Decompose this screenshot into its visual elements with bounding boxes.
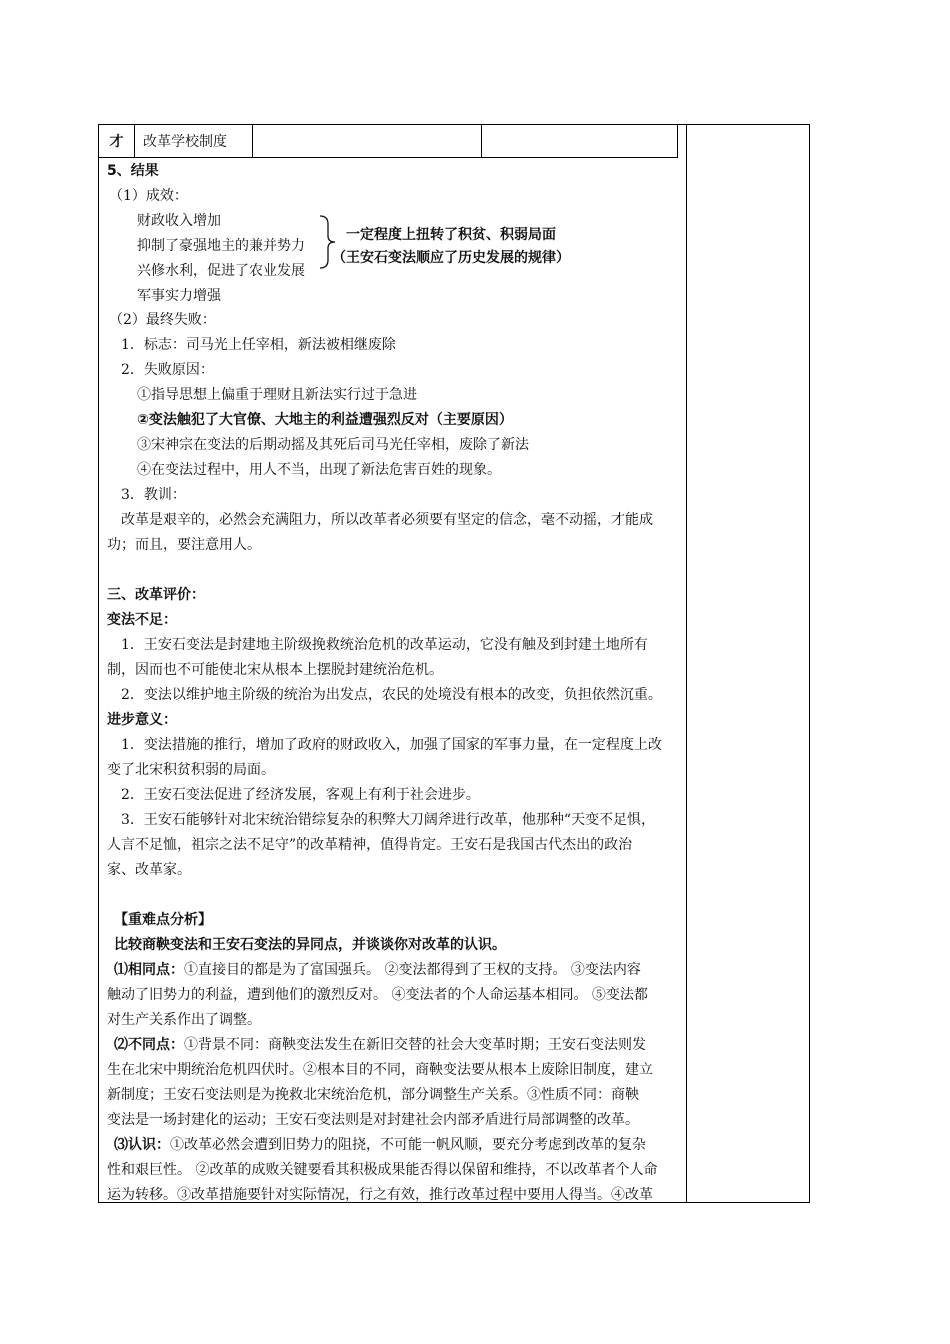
lesson-text: 改革是艰辛的，必然会充满阻力，所以改革者必须要有坚定的信念，毫不动摇，才能成 xyxy=(121,512,653,528)
analysis-view-line xyxy=(114,1136,646,1154)
section-heading-result: 5、结果 xyxy=(107,163,159,179)
analysis-same-text: 对生产关系作出了调整。 xyxy=(107,1012,261,1028)
analysis-view-text: 运为转移。③改革措施要针对实际情况，行之有效，推行改革过程中要用人得当。④改革 xyxy=(107,1187,653,1203)
analysis-view-text: ①改革必然会遭到旧势力的阻挠，不可能一帆风顺，要充分考虑到改革的复杂 xyxy=(170,1137,646,1153)
failure-reason-main: ②变法触犯了大官僚、大地主的利益遭强烈反对（主要原因） xyxy=(137,412,513,428)
lesson-label: 3．教训： xyxy=(121,487,186,503)
failure-reason: ④在变法过程中，用人不当，出现了新法危害百姓的现象。 xyxy=(137,462,501,478)
analysis-diff-text: 生在北宋中期统治危机四伏时。②根本目的不同，商鞅变法要从根本上废除旧制度，建立 xyxy=(107,1062,653,1078)
table-cell-item: 改革学校制度 xyxy=(135,125,253,157)
progress-text: 1．变法措施的推行，增加了政府的财政收入，加强了国家的军事力量，在一定程度上改 xyxy=(121,737,662,753)
progress-text: 3．王安石能够针对北宋统治错综复杂的积弊大刀阔斧进行改革，他那种“天变不足惧， xyxy=(121,812,656,828)
success-item: 军事实力增强 xyxy=(137,288,221,304)
analysis-diff-text: 变法是一场封建化的运动；王安石变法则是对封建社会内部矛盾进行局部调整的改革。 xyxy=(107,1112,639,1128)
shortcoming-label: 变法不足： xyxy=(107,612,177,628)
analysis-same-label: ⑴相同点： xyxy=(114,962,184,978)
success-summary-note: （王安石变法顺应了历史发展的规律） xyxy=(332,250,570,266)
analysis-view-text: 性和艰巨性。 ②改革的成败关键要看其积极成果能否得以保留和维持，不以改革者个人命 xyxy=(107,1162,658,1178)
analysis-diff-text: 新制度；王安石变法则是为挽救北宋统治危机，部分调整生产关系。③性质不同：商鞅 xyxy=(107,1087,639,1103)
failure-label: （2）最终失败： xyxy=(109,312,216,328)
shortcoming-text: 2．变法以维护地主阶级的统治为出发点，农民的处境没有根本的改变，负担依然沉重。 xyxy=(121,687,662,703)
reform-table-row xyxy=(98,124,678,158)
analysis-same-text: 触动了旧势力的利益，遭到他们的激烈反对。 ④变法者的个人命运基本相同。 ⑤变法都 xyxy=(107,987,648,1003)
analysis-heading: 【重难点分析】 xyxy=(114,912,212,928)
success-item: 财政收入增加 xyxy=(137,213,221,229)
section-heading-evaluation: 三、改革评价： xyxy=(107,587,205,603)
analysis-same-line xyxy=(114,961,641,979)
failure-reason: ①指导思想上偏重于理财且新法实行过于急进 xyxy=(137,387,417,403)
progress-text: 人言不足恤，祖宗之法不足守”的改革精神，值得肯定。王安石是我国古代杰出的政治 xyxy=(107,837,633,853)
column-divider xyxy=(686,124,687,1203)
analysis-view-label: ⑶认识： xyxy=(114,1137,170,1153)
failure-sign: 1．标志：司马光上任宰相，新法被相继废除 xyxy=(121,337,396,353)
success-item: 兴修水利，促进了农业发展 xyxy=(137,263,305,279)
table-cell-empty xyxy=(253,125,482,157)
analysis-diff-label: ⑵不同点： xyxy=(114,1037,184,1053)
lesson-text: 功；而且，要注意用人。 xyxy=(107,537,261,553)
success-label: （1）成效： xyxy=(109,188,188,204)
failure-reasons-label: 2．失败原因： xyxy=(121,362,214,378)
shortcoming-text: 制，因而也不可能使北宋从根本上摆脱封建统治危机。 xyxy=(107,662,443,678)
progress-label: 进步意义： xyxy=(107,712,177,728)
failure-reason: ③宋神宗在变法的后期动摇及其死后司马光任宰相，废除了新法 xyxy=(137,437,529,453)
table-cell-empty xyxy=(482,125,677,157)
analysis-diff-text: ①背景不同：商鞅变法发生在新旧交替的社会大变革时期；王安石变法则发 xyxy=(184,1037,646,1053)
analysis-diff-line xyxy=(114,1036,646,1054)
success-item: 抑制了豪强地主的兼并势力 xyxy=(137,238,305,254)
table-cell-category: 才 xyxy=(99,125,135,157)
progress-text: 家、改革家。 xyxy=(107,862,191,878)
analysis-same-text: ①直接目的都是为了富国强兵。 ②变法都得到了王权的支持。 ③变法内容 xyxy=(184,962,641,978)
progress-text: 变了北宋积贫积弱的局面。 xyxy=(107,762,275,778)
shortcoming-text: 1．王安石变法是封建地主阶级挽救统治危机的改革运动，它没有触及到封建土地所有 xyxy=(121,637,648,653)
progress-text: 2．王安石变法促进了经济发展，客观上有利于社会进步。 xyxy=(121,787,480,803)
success-summary: 一定程度上扭转了积贫、积弱局面 xyxy=(346,227,556,243)
analysis-question: 比较商鞅变法和王安石变法的异同点，并谈谈你对改革的认识。 xyxy=(114,937,506,953)
